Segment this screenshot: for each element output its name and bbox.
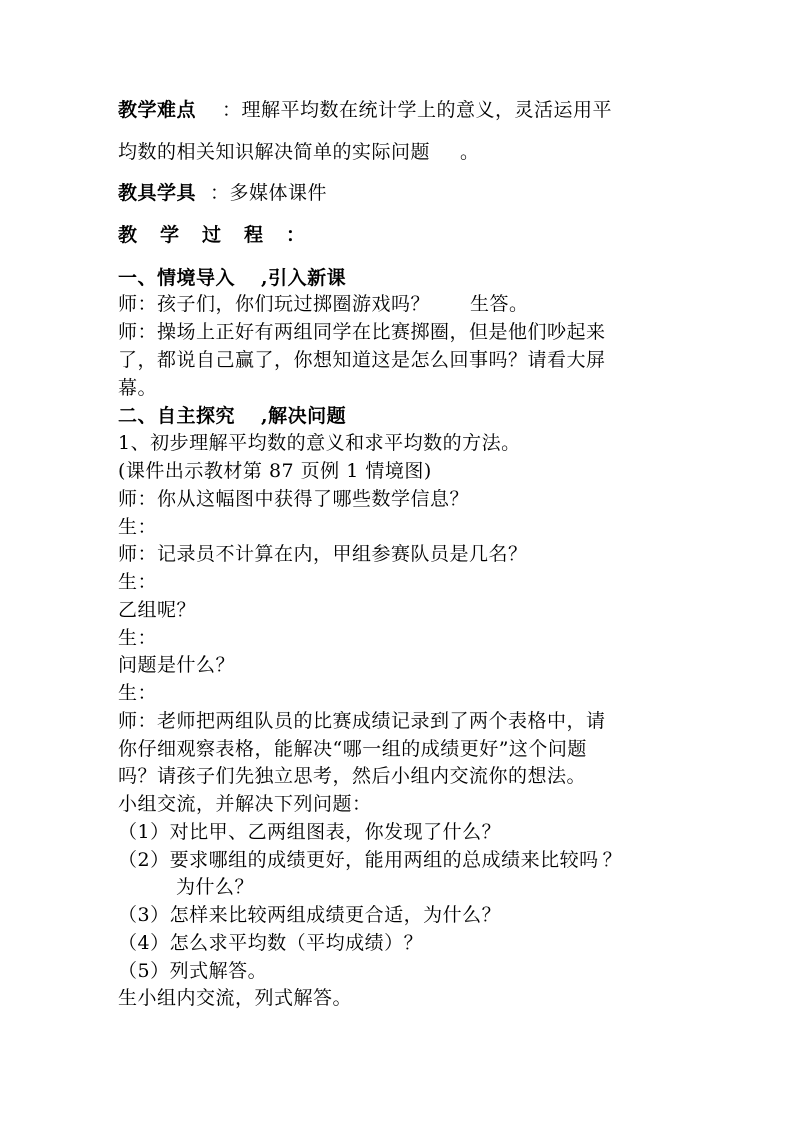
difficulty-sep: ： <box>222 99 242 121</box>
section-1-title-b: ,引入新课 <box>261 267 347 289</box>
line-1a: 师：孩子们，你们玩过掷圈游戏吗？ <box>118 293 431 315</box>
text-line: 乙组呢？ <box>118 599 197 621</box>
question-item: （3）怎样来比较两组成绩更合适，为什么？ <box>118 904 502 926</box>
text-line: 师：操场上正好有两组同学在比赛掷圈，但是他们吵起来 <box>118 321 606 343</box>
text-line: 生小组内交流，列式解答。 <box>118 987 353 1009</box>
text-line: 师：你从这幅图中获得了哪些数学信息？ <box>118 488 470 510</box>
question-item: （5）列式解答。 <box>118 960 268 982</box>
question-item: （4）怎么求平均数（平均成绩）？ <box>118 932 424 954</box>
tools-sep: ： <box>210 182 230 204</box>
text-line: 生： <box>118 627 158 649</box>
text-line: 了，都说自己赢了，你想知道这是怎么回事吗？请看大屏 <box>118 349 606 371</box>
text-line: 生： <box>118 571 158 593</box>
line-1b: 生答。 <box>470 293 529 315</box>
text-line: 1、初步理解平均数的意义和求平均数的方法。 <box>118 432 521 454</box>
section-2-heading <box>118 404 346 428</box>
question-2-mark: ？ <box>602 849 623 871</box>
text-line: 你仔细观察表格，能解决“哪一组的成绩更好”这个问题 <box>118 738 587 760</box>
text-line: 师：记录员不计算在内，甲组参赛队员是几名？ <box>118 543 528 565</box>
text-line: 小组交流，并解决下列问题： <box>118 793 372 815</box>
section-1-heading <box>118 266 346 290</box>
tools-label: 教具学具 <box>118 182 197 204</box>
text-line <box>118 292 529 316</box>
tools-line <box>118 181 327 205</box>
tools-text: 多媒体课件 <box>229 182 328 204</box>
difficulty-end: 。 <box>460 141 480 163</box>
difficulty-line-1 <box>118 98 612 122</box>
text-line: 问题是什么？ <box>118 654 236 676</box>
difficulty-text-1: 理解平均数在统计学上的意义，灵活运用平 <box>241 99 613 121</box>
question-item: （1）对比甲、乙两组图表，你发现了什么？ <box>118 821 502 843</box>
question-item <box>118 848 622 872</box>
text-line: 吗？请孩子们先独立思考，然后小组内交流你的想法。 <box>118 765 587 787</box>
text-line: 幕。 <box>118 377 158 399</box>
difficulty-label: 教学难点 <box>118 99 197 121</box>
process-label: 教学过程 <box>118 224 287 246</box>
question-2-text: （2）要求哪组的成绩更好，能用两组的总成绩来比较吗 <box>118 849 599 871</box>
process-line <box>118 223 306 247</box>
section-1-title-a: 一、情境导入 <box>118 267 236 289</box>
difficulty-text-2: 均数的相关知识解决简单的实际问题 <box>118 141 431 163</box>
text-line: 生： <box>118 682 158 704</box>
text-line: (课件出示教材第 87 页例 1 情境图) <box>118 460 432 482</box>
question-item-continuation: 为什么？ <box>176 876 255 898</box>
difficulty-line-2 <box>118 140 480 164</box>
text-line: 师：老师把两组队员的比赛成绩记录到了两个表格中，请 <box>118 710 606 732</box>
section-2-title-a: 二、自主探究 <box>118 405 236 427</box>
text-line: 生： <box>118 516 158 538</box>
process-sep: ： <box>286 224 306 246</box>
section-2-title-b: ,解决问题 <box>261 405 347 427</box>
